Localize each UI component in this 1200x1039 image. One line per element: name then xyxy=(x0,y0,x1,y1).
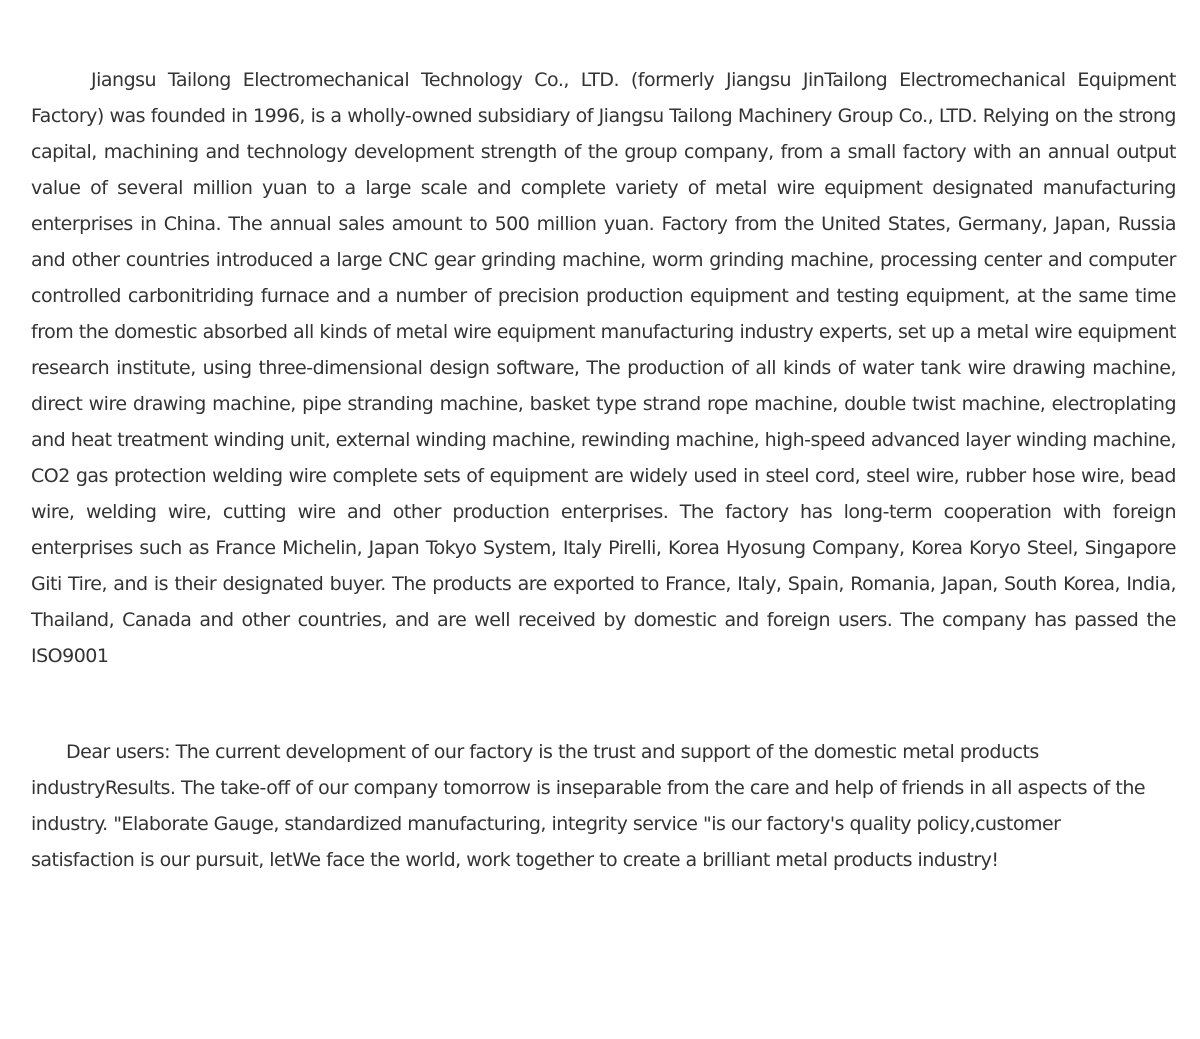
company-introduction-paragraph: Jiangsu Tailong Electromechanical Technology Co., LTD. (formerly Jiangsu JinTailong Electromechanical Equipment Factory) was founded in 1996, is a wholly-owned subsidiary of Jiangsu Tailong Machinery Group Co., LTD. Relying on the strong capital, machining and technology development strength of the group company, from a small factory with an annual output value of several million yuan to a large scale and complete variety of metal wire equipment designated manufacturing enterprises in China. The annual sales amount to 500 million yuan. Factory from the United States, Germany, Japan, Russia and other countries introduced a large CNC gear grinding machine, worm grinding machine, processing center and computer controlled carbonitriding furnace and a number of precision production equipment and testing equipment, at the same time from the domestic absorbed all kinds of metal wire equipment manufacturing industry experts, set up a metal wire equipment research institute, using three-dimensional design software, The production of all kinds of water tank wire drawing machine, direct wire drawing machine, pipe stranding machine, basket type strand rope machine, double twist machine, electroplating and heat treatment winding unit, external winding machine, rewinding machine, high-speed advanced layer winding machine, CO2 gas protection welding wire complete sets of equipment are widely used in steel cord, steel wire, rubber hose wire, bead wire, welding wire, cutting wire and other production enterprises. The factory has long-term cooperation with foreign enterprises such as France Michelin, Japan Tokyo System, Italy Pirelli, Korea Hyosung Company, Korea Koryo Steel, Singapore Giti Tire, and is their designated buyer. The products are exported to France, Italy, Spain, Romania, Japan, South Korea, India, Thailand, Canada and other countries, and are well received by domestic and foreign users. The company has passed the ISO9001 xyxy=(31,69,1177,667)
letter-to-users-paragraph: Dear users: The current development of our factory is the trust and support of the domestic metal products industryResults. The take-off of our company tomorrow is inseparable from the care and help of friends in all aspects of the industry. "Elaborate Gauge, standardized manufacturing, integrity service "is our factory's quality policy,customer satisfaction is our pursuit, letWe face the world, work together to create a brilliant metal products industry! xyxy=(31,741,1146,871)
article-body xyxy=(31,62,1176,878)
